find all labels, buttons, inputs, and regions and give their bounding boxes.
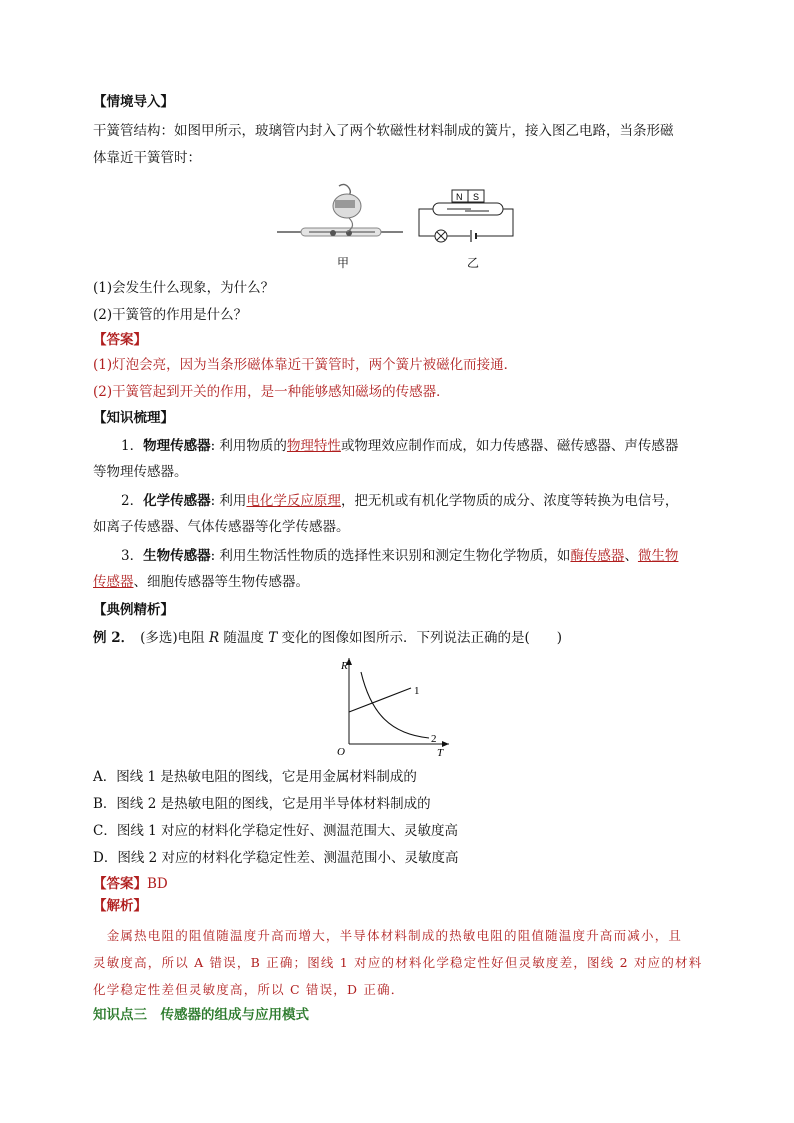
analysis-line-1: 金属热电阻的阻值随温度升高而增大，半导体材料制成的热敏电阻的阻值随温度升高而减小，且 bbox=[93, 928, 683, 943]
magnet-n-label: N bbox=[456, 192, 463, 202]
knowledge-item-3-num: 3． bbox=[121, 548, 144, 564]
knowledge-item-1-key: 物理特性 bbox=[286, 438, 341, 454]
circuit-figure bbox=[415, 188, 517, 244]
knowledge-item-2-name: 化学传感器 bbox=[143, 493, 211, 509]
knowledge-item-1-post: 或物理效应制作而成，如力传感器、磁传感器、声传感器 bbox=[340, 438, 679, 454]
option-d: D．图线 2 对应的材料化学稳定性差、测温范围小、灵敏度高 bbox=[93, 850, 459, 866]
analysis-line-2: 灵敏度高，所以 A 错误，B 正确；图线 1 对应的材料化学稳定性好但灵敏度差，图线 2 对应的材料 bbox=[93, 955, 703, 970]
knowledge-item-3-name: 生物传感器 bbox=[143, 548, 211, 564]
graph-axis-y-label: R bbox=[341, 660, 348, 672]
knowledge-item-3 bbox=[121, 546, 678, 566]
resistance-temperature-graph bbox=[311, 654, 451, 759]
question-2: (2)干簧管的作用是什么？ bbox=[93, 307, 248, 323]
example-heading: 【典例精析】 bbox=[93, 602, 174, 618]
knowledge-item-2-post: ，把无机或有机化学物质的成分、浓度等转换为电信号， bbox=[340, 493, 679, 509]
knowledge-item-3-line-2 bbox=[93, 572, 309, 592]
example-var-t: T bbox=[268, 630, 278, 646]
knowledge-item-3-key-2a: 微生物 bbox=[637, 548, 679, 564]
figure-label-a: 甲 bbox=[337, 256, 350, 270]
knowledge-item-2 bbox=[121, 491, 678, 511]
knowledge-item-1-pre: : 利用物质的 bbox=[210, 438, 287, 454]
graph-line-1-label: 1 bbox=[414, 685, 420, 697]
example-question-b: 随温度 bbox=[219, 630, 269, 646]
knowledge-item-1-line-2: 等物理传感器。 bbox=[93, 464, 188, 480]
analysis-label: 【解析】 bbox=[93, 898, 147, 914]
section-heading: 知识点三 传感器的组成与应用模式 bbox=[93, 1007, 309, 1023]
knowledge-item-3-rest: 、细胞传感器等生物传感器。 bbox=[133, 574, 309, 590]
knowledge-item-1-name: 物理传感器 bbox=[143, 438, 211, 454]
answer-label: 【答案】 bbox=[93, 332, 147, 348]
knowledge-item-3-sep: 、 bbox=[624, 548, 638, 564]
magnet-s-label: S bbox=[473, 192, 480, 202]
example-question-c: 变化的图像如图所示．下列说法正确的是( ) bbox=[277, 630, 563, 646]
knowledge-item-3-pre: : 利用生物活性物质的选择性来识别和测定生物化学物质，如 bbox=[210, 548, 571, 564]
example-var-r: R bbox=[208, 630, 220, 646]
knowledge-item-1-num: 1． bbox=[121, 438, 144, 454]
knowledge-item-2-pre: : 利用 bbox=[210, 493, 247, 509]
scene-heading: 【情境导入】 bbox=[93, 94, 174, 110]
knowledge-item-2-num: 2． bbox=[121, 493, 144, 509]
scene-text-line-2: 体靠近干簧管时： bbox=[93, 150, 201, 166]
example-answer-label: 【答案】 bbox=[93, 876, 147, 892]
knowledge-item-1 bbox=[121, 436, 678, 456]
reed-switch-figure bbox=[275, 178, 405, 246]
example-label: 例 2． bbox=[93, 630, 135, 646]
knowledge-item-2-key: 电化学反应原理 bbox=[246, 493, 341, 509]
analysis-line-3: 化学稳定性差但灵敏度高，所以 C 错误，D 正确． bbox=[93, 982, 405, 997]
option-c: C．图线 1 对应的材料化学稳定性好、测温范围大、灵敏度高 bbox=[93, 823, 459, 839]
figure-label-b: 乙 bbox=[467, 256, 480, 270]
example-tag: (多选) bbox=[140, 630, 178, 646]
answer-line-2: (2)干簧管起到开关的作用，是一种能够感知磁场的传感器． bbox=[93, 384, 450, 400]
graph-line-2-label: 2 bbox=[431, 733, 437, 745]
example-question-a: 电阻 bbox=[177, 630, 209, 646]
graph-origin-label: O bbox=[337, 746, 345, 758]
scene-text-line-1: 干簧管结构：如图甲所示，玻璃管内封入了两个软磁性材料制成的簧片，接入图乙电路，当条形磁 bbox=[93, 123, 674, 139]
question-1: (1)会发生什么现象，为什么？ bbox=[93, 280, 275, 296]
knowledge-heading: 【知识梳理】 bbox=[93, 410, 174, 426]
option-b: B．图线 2 是热敏电阻的图线，它是用半导体材料制成的 bbox=[93, 796, 431, 812]
answer-line-1: (1)灯泡会亮，因为当条形磁体靠近干簧管时，两个簧片被磁化而接通． bbox=[93, 357, 518, 373]
option-a: A．图线 1 是热敏电阻的图线，它是用金属材料制成的 bbox=[93, 769, 417, 785]
knowledge-item-3-key-2b: 传感器 bbox=[93, 574, 134, 590]
example-question bbox=[93, 628, 562, 648]
example-answer bbox=[93, 874, 168, 894]
graph-axis-x-label: T bbox=[437, 747, 444, 759]
knowledge-item-2-line-2: 如离子传感器、气体传感器等化学传感器。 bbox=[93, 519, 350, 535]
knowledge-item-3-key-1: 酶传感器 bbox=[570, 548, 625, 564]
example-answer-value: BD bbox=[147, 876, 168, 892]
